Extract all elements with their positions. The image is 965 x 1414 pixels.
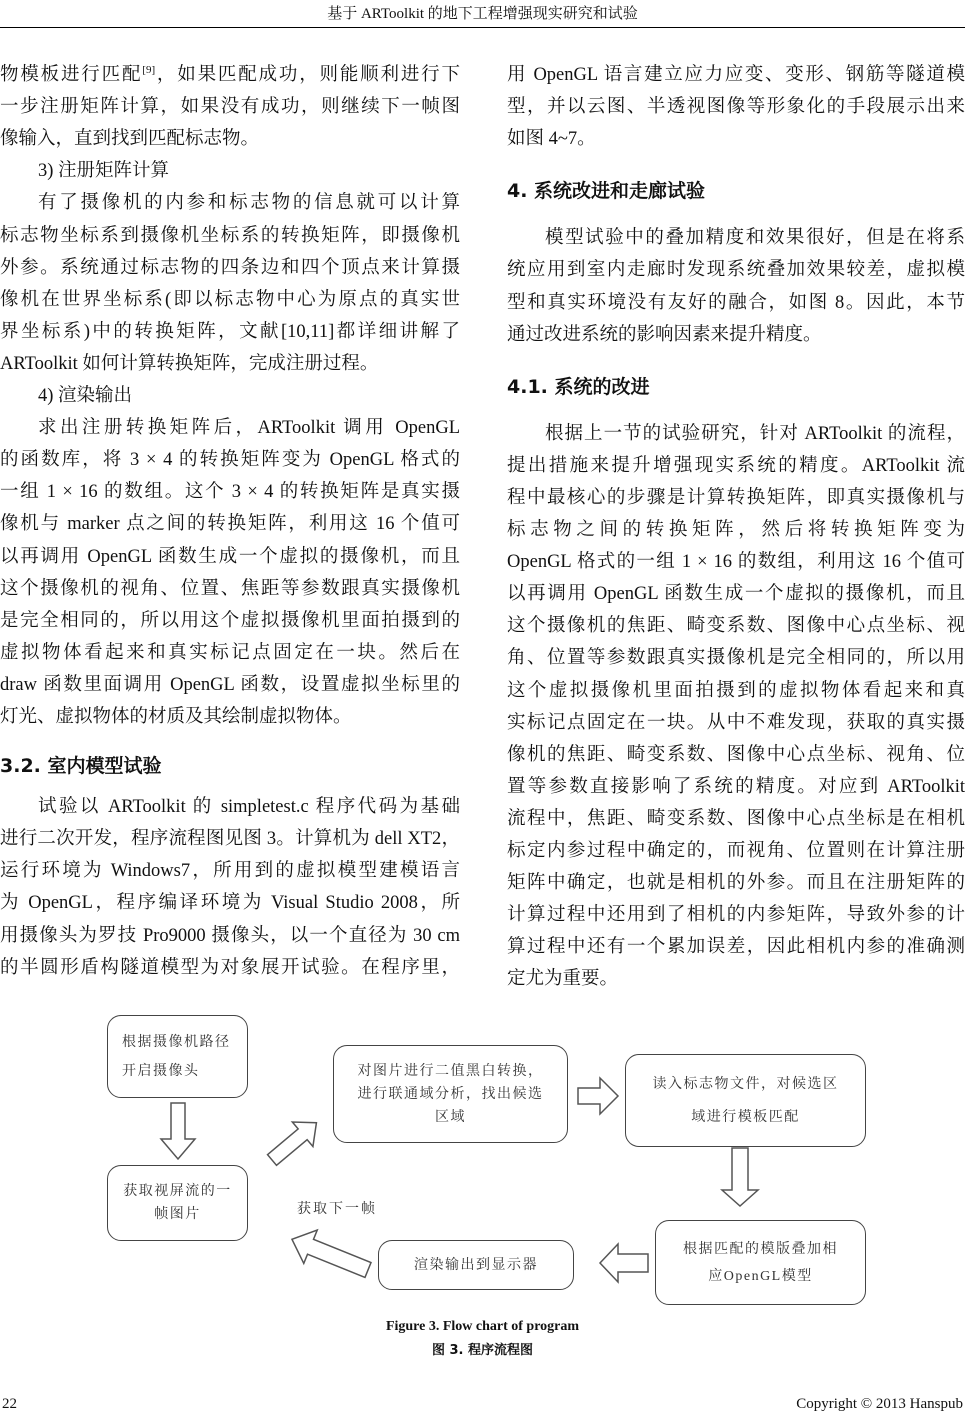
flow-box-binarize (333, 1045, 568, 1143)
page-number: 22 (2, 1396, 17, 1412)
text-line: 根据上一节的试验研究，针对 ARToolkit 的流程， (545, 423, 965, 444)
text-line: draw 函数里面调用 OpenGL 函数，设置虚拟坐标里的 (0, 674, 460, 695)
text-line: 虚拟物体看起来和真实标记点固定在一块。然后在 (0, 642, 460, 663)
loop-label: 获取下一帧 (297, 1202, 377, 1217)
copyright: Copyright © 2013 Hanspub (796, 1396, 963, 1412)
text-line: 灯光、虚拟物体的材质及其绘制虚拟物体。 (0, 707, 352, 727)
text-line: 有了摄像机的内参和标志物的信息就可以计算 (38, 193, 460, 214)
box-text: 开启摄像头 (122, 1063, 200, 1079)
text-line: ARToolkit 如何计算转换矩阵，完成注册过程。 (0, 353, 379, 374)
text-line: 用 OpenGL 语言建立应力应变、变形、钢筋等隧道模 (507, 65, 965, 85)
text-line: 用摄像头为罗技 Pro9000 摄像头，以一个直径为 30 cm (0, 925, 460, 946)
text-line: 程中最核心的步骤是计算转换矩阵，即真实摄像机与 (507, 487, 965, 508)
flow-box-match-template (625, 1054, 866, 1147)
text-line: 标志物坐标系到摄像机坐标系的转换矩阵，即摄像机 (0, 225, 460, 246)
text-line: 像机在世界坐标系(即以标志物中心为原点的真实世 (0, 289, 460, 310)
text-line: 界坐标系)中的转换矩阵，文献[10,11]都详细讲解了 (0, 321, 460, 342)
text-line: 以再调用 OpenGL 函数生成一个虚拟的摄像机，而且 (0, 546, 460, 567)
text-line: 通过改进系统的影响因素来提升精度。 (507, 324, 822, 345)
text-line: 算过程中还有一个累加误差，因此相机内参的准确测 (507, 937, 965, 958)
text-line: 模型试验中的叠加精度和效果很好，但是在将系 (545, 228, 965, 249)
text-line: 这个虚拟摄像机里面拍摄到的虚拟物体看起来和真 (507, 680, 965, 701)
flow-box-grab-frame (107, 1165, 248, 1241)
box-text: 应OpenGL模型 (708, 1268, 813, 1284)
figure-caption-zh: 图 3. 程序流程图 (431, 1343, 534, 1358)
arrow-right-icon (578, 1078, 618, 1114)
text-line: 试验以 ARToolkit 的 simpletest.c 程序代码为基础 (38, 797, 460, 818)
flow-box-open-camera (107, 1015, 248, 1098)
text-line: OpenGL 格式的一组 1 × 16 的数组，利用这 16 个值可 (507, 552, 965, 573)
text-line: 求出注册转换矩阵后，ARToolkit 调用 OpenGL (38, 418, 460, 439)
text-segment: 物模板进行匹配 (0, 65, 143, 85)
header-rule (0, 27, 965, 28)
text-line: 如图 4~7。 (507, 129, 596, 150)
box-text: 获取视屏流的一 (123, 1184, 232, 1199)
section-heading: 4.1. 系统的改进 (507, 375, 650, 398)
text-line: 统应用到室内走廊时发现系统叠加效果较差，虚拟模 (507, 260, 965, 281)
box-text: 读入标志物文件，对候选区 (652, 1076, 839, 1092)
text-line: 4) 渲染输出 (38, 386, 133, 406)
text-line: 实标记点固定在一块。从中不难发现，获取的真实摄 (507, 712, 965, 733)
text-line: 这个摄像机的焦距、畸变系数、图像中心点坐标、视 (507, 616, 965, 637)
citation-superscript: [9] (142, 63, 156, 76)
text-line (0, 63, 460, 87)
text-line: 进行二次开发，程序流程图见图 3。计算机为 dell XT2， (0, 829, 460, 850)
arrow-up-right-icon (262, 1110, 327, 1172)
text-line: 3) 注册矩阵计算 (38, 161, 170, 182)
running-header: 基于 ARToolkit 的地下工程增强现实研究和试验 (327, 6, 638, 22)
text-line: 运行环境为 Windows7，所用到的虚拟模型建模语言 (0, 861, 460, 882)
text-line: 定尤为重要。 (507, 969, 619, 990)
text-line: 为 OpenGL，程序编译环境为 Visual Studio 2008，所 (0, 893, 460, 914)
section-heading: 4. 系统改进和走廊试验 (507, 180, 706, 203)
box-text: 区域 (435, 1109, 466, 1125)
section-heading: 3.2. 室内模型试验 (0, 755, 162, 778)
text-line: 的半圆形盾构隧道模型为对象展开试验。在程序里， (0, 957, 460, 978)
box-text: 渲染输出到显示器 (414, 1257, 538, 1273)
text-line: 外参。系统通过标志物的四条边和四个顶点来计算摄 (0, 257, 460, 278)
text-line: 这个摄像机的视角、位置、焦距等参数跟真实摄像机 (0, 578, 460, 599)
flow-box-overlay-model (655, 1220, 866, 1305)
text-line: 像机的焦距、畸变系数、图像中心点坐标、视角、位 (507, 744, 965, 765)
text-line: 矩阵中确定，也就是相机的外参。而且在注册矩阵的 (507, 873, 965, 894)
text-line: 是完全相同的，所以用这个虚拟摄像机里面拍摄到的 (0, 610, 460, 631)
text-line: 提出措施来提升增强现实系统的精度。ARToolkit 流 (507, 455, 965, 476)
text-line: 角、位置等参数跟真实摄像机是完全相同的，所以用 (507, 648, 965, 669)
arrow-down-icon (161, 1103, 195, 1159)
text-line: 置等参数直接影响了系统的精度。对应到 ARToolkit (507, 776, 965, 797)
flowchart-figure (100, 1008, 872, 1306)
text-line: 型，并以云图、半透视图像等形象化的手段展示出来 (507, 97, 965, 118)
text-line: 以再调用 OpenGL 函数生成一个虚拟的摄像机，而且 (507, 584, 965, 605)
box-text: 对图片进行二值黑白转换， (357, 1063, 544, 1079)
text-line: 一组 1 × 16 的数组。这个 3 × 4 的转换矩阵是真实摄 (0, 482, 460, 503)
text-line: 计算过程中还用到了相机的内参矩阵，导致外参的计 (507, 905, 965, 926)
text-line: 标定内参过程中确定的，而视角、位置则在计算注册 (507, 841, 965, 861)
box-text: 根据匹配的模版叠加相 (683, 1241, 838, 1257)
box-text: 进行联通域分析，找出候选 (357, 1086, 544, 1102)
text-line: 标志物之间的转换矩阵，然后将转换矩阵变为 (507, 520, 965, 540)
arrow-left-icon (600, 1244, 648, 1282)
flow-box-render-output (378, 1240, 574, 1290)
text-line: 像机与 marker 点之间的转换矩阵，利用这 16 个值可 (0, 514, 460, 535)
box-text: 根据摄像机路径 (122, 1034, 231, 1050)
text-line: 的函数库，将 3 × 4 的转换矩阵变为 OpenGL 格式的 (0, 450, 460, 471)
text-line: 像输入，直到找到匹配标志物。 (0, 129, 260, 150)
arrow-up-left-icon (285, 1223, 375, 1287)
text-line: 型和真实环境没有友好的融合，如图 8。因此，本节 (507, 292, 965, 313)
text-line: 一步注册矩阵计算，如果没有成功，则继续下一帧图 (0, 97, 460, 118)
box-text: 域进行模板匹配 (691, 1109, 800, 1125)
text-line: 流程中，焦距、畸变系数、图像中心点坐标是在相机 (507, 808, 965, 829)
arrow-down-icon (722, 1148, 758, 1206)
figure-caption-en: Figure 3. Flow chart of program (385, 1319, 580, 1334)
text-segment: ，如果匹配成功，则能顺利进行下 (155, 65, 460, 85)
box-text: 帧图片 (154, 1207, 201, 1222)
